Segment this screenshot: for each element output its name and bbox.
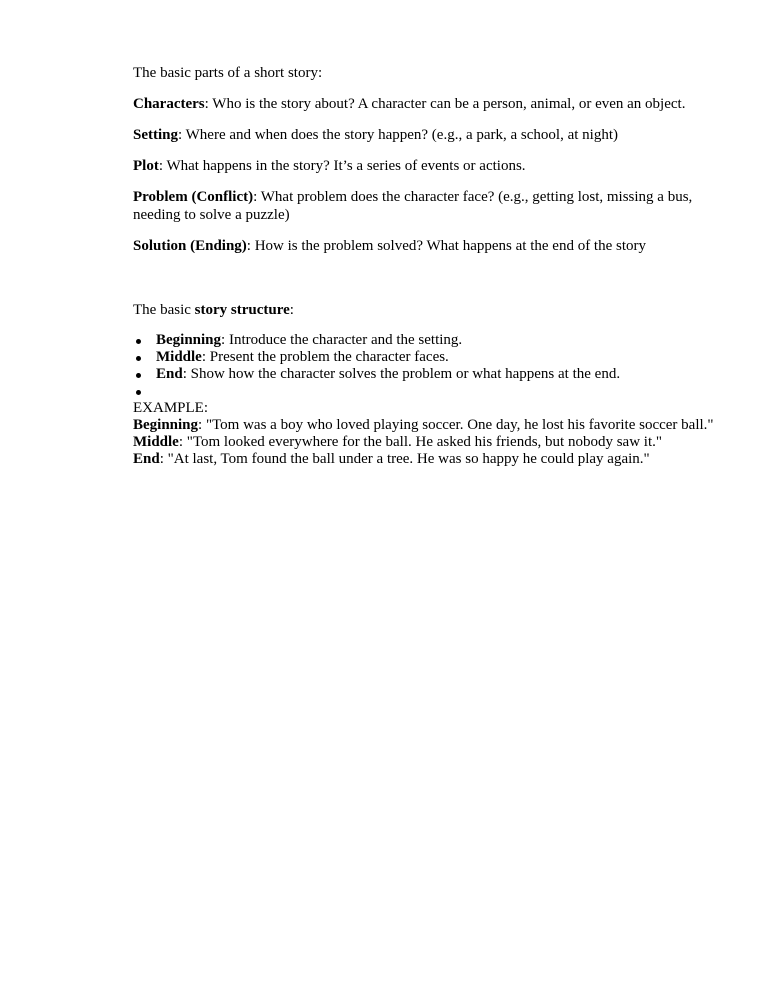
example-term: End — [133, 451, 160, 467]
part-solution — [133, 237, 723, 255]
part-problem — [133, 188, 723, 224]
list-item-empty — [133, 383, 723, 400]
example-text: : "At last, Tom found the ball under a tree. He was so happy he could play again." — [159, 451, 650, 467]
item-description: : Introduce the character and the setting. — [221, 332, 463, 348]
item-description: : Present the problem the character faces. — [201, 349, 449, 365]
part-description: : What problem does the character face? (e.g., getting lost, missing a bus, needing to solve a puzzle) — [133, 189, 693, 223]
item-term: Beginning — [156, 332, 222, 348]
example-line-end — [133, 451, 723, 468]
example-block — [133, 400, 723, 468]
document-page — [133, 64, 723, 468]
list-item — [133, 332, 723, 349]
part-description: : How is the problem solved? What happens at the end of the story — [246, 238, 647, 254]
structure-prefix: The basic — [133, 302, 195, 318]
part-plot — [133, 157, 723, 175]
part-term: Solution (Ending) — [133, 238, 247, 254]
part-setting — [133, 126, 723, 144]
structure-suffix: : — [289, 302, 294, 318]
part-description: : What happens in the story? It’s a series of events or actions. — [158, 158, 526, 174]
list-item — [133, 366, 723, 383]
item-term: End — [156, 366, 183, 382]
example-line-middle — [133, 434, 723, 451]
example-text: : "Tom looked everywhere for the ball. He asked his friends, but nobody saw it." — [178, 434, 663, 450]
structure-term: story structure — [194, 302, 290, 318]
structure-list — [133, 332, 723, 400]
part-characters — [133, 95, 723, 113]
list-item — [133, 349, 723, 366]
structure-heading — [133, 301, 723, 319]
example-term: Middle — [133, 434, 179, 450]
example-line-beginning — [133, 417, 723, 434]
part-term: Plot — [133, 158, 159, 174]
example-text: : "Tom was a boy who loved playing soccer. One day, he lost his favorite soccer ball." — [198, 417, 714, 433]
part-description: : Who is the story about? A character can be a person, animal, or even an object. — [204, 96, 686, 112]
part-term: Characters — [133, 96, 205, 112]
example-term: Beginning — [133, 417, 199, 433]
example-heading: EXAMPLE: — [133, 400, 208, 416]
part-term: Setting — [133, 127, 178, 143]
item-term: Middle — [156, 349, 202, 365]
item-description: : Show how the character solves the problem or what happens at the end. — [182, 366, 621, 382]
part-term: Problem (Conflict) — [133, 189, 254, 205]
part-description: : Where and when does the story happen? (e.g., a park, a school, at night) — [178, 127, 618, 143]
intro-text: The basic parts of a short story: — [133, 65, 323, 81]
